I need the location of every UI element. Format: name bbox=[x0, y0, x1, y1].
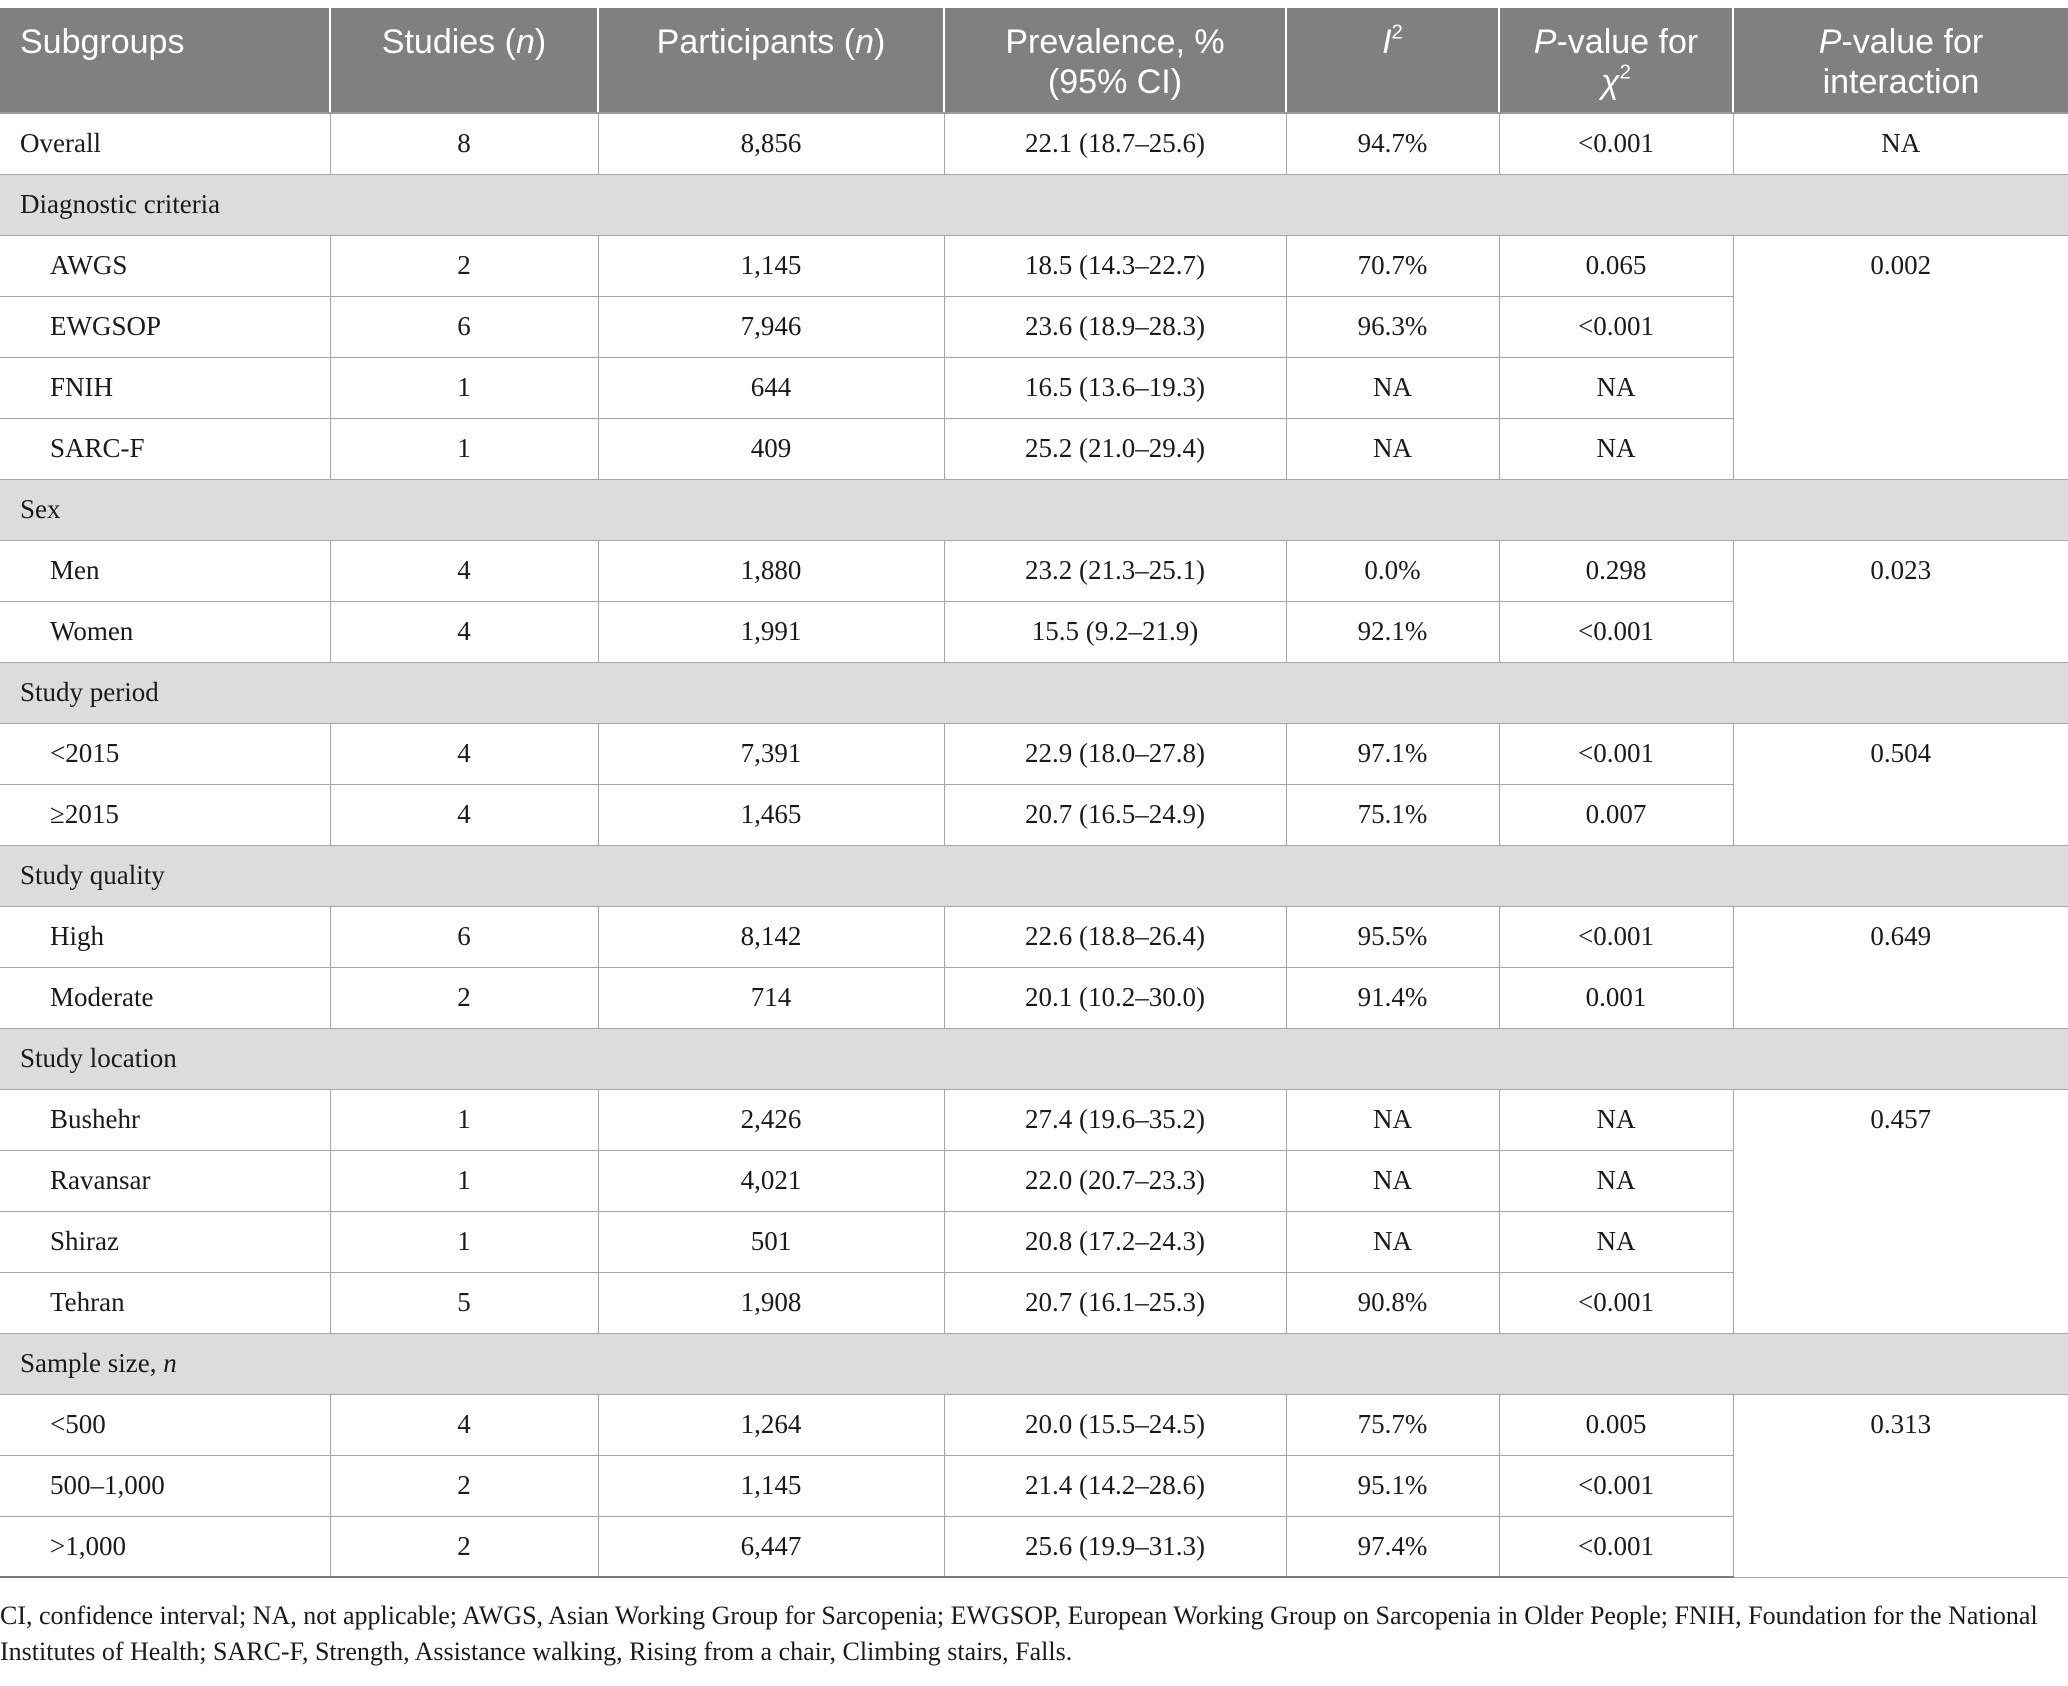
cell-label: Tehran bbox=[0, 1272, 330, 1333]
cell-label: EWGSOP bbox=[0, 296, 330, 357]
cell-label: Moderate bbox=[0, 967, 330, 1028]
cell-label: Ravansar bbox=[0, 1150, 330, 1211]
cell-p-chi: NA bbox=[1499, 418, 1733, 479]
cell-p-chi: 0.065 bbox=[1499, 235, 1733, 296]
cell-participants: 7,946 bbox=[598, 296, 944, 357]
header-participants-suffix: ) bbox=[874, 23, 886, 61]
cell-prevalence: 20.8 (17.2–24.3) bbox=[944, 1211, 1286, 1272]
group-title: Study period bbox=[0, 662, 2068, 723]
cell-p-chi: NA bbox=[1499, 1089, 1733, 1150]
cell-studies: 4 bbox=[330, 784, 598, 845]
header-pint-p: P bbox=[1818, 23, 1842, 61]
cell-p-interaction: 0.313 bbox=[1733, 1394, 2068, 1577]
header-pint-line2: interaction bbox=[1822, 63, 1980, 101]
header-prevalence-line2: (95% CI) bbox=[1047, 63, 1183, 101]
cell-p-chi: <0.001 bbox=[1499, 1516, 1733, 1577]
cell-p-chi: 0.001 bbox=[1499, 967, 1733, 1028]
cell-i2: NA bbox=[1286, 357, 1499, 418]
cell-p-chi: 0.298 bbox=[1499, 540, 1733, 601]
cell-prevalence: 21.4 (14.2–28.6) bbox=[944, 1455, 1286, 1516]
header-prevalence-line1: Prevalence, % bbox=[1005, 23, 1225, 61]
cell-i2: 96.3% bbox=[1286, 296, 1499, 357]
group-header-quality bbox=[0, 845, 2068, 906]
cell-i2: 90.8% bbox=[1286, 1272, 1499, 1333]
cell-participants: 1,991 bbox=[598, 601, 944, 662]
group-title: Diagnostic criteria bbox=[0, 174, 2068, 235]
group-title: Study location bbox=[0, 1028, 2068, 1089]
header-p-interaction bbox=[1733, 8, 2068, 113]
header-i2-letter: I bbox=[1382, 23, 1392, 61]
cell-prevalence: 15.5 (9.2–21.9) bbox=[944, 601, 1286, 662]
cell-participants: 1,908 bbox=[598, 1272, 944, 1333]
group-title bbox=[0, 1333, 2068, 1394]
cell-label: <500 bbox=[0, 1394, 330, 1455]
cell-studies: 1 bbox=[330, 418, 598, 479]
cell-studies: 4 bbox=[330, 1394, 598, 1455]
cell-label: FNIH bbox=[0, 357, 330, 418]
table-row bbox=[0, 906, 2068, 967]
cell-studies: 2 bbox=[330, 1516, 598, 1577]
cell-studies: 1 bbox=[330, 357, 598, 418]
cell-studies: 4 bbox=[330, 540, 598, 601]
cell-studies: 8 bbox=[330, 113, 598, 174]
cell-p-interaction: 0.002 bbox=[1733, 235, 2068, 479]
cell-participants: 1,145 bbox=[598, 1455, 944, 1516]
cell-p-chi: <0.001 bbox=[1499, 113, 1733, 174]
overall-row bbox=[0, 113, 2068, 174]
cell-label: 500–1,000 bbox=[0, 1455, 330, 1516]
header-i2-sup: 2 bbox=[1391, 21, 1403, 44]
cell-prevalence: 22.1 (18.7–25.6) bbox=[944, 113, 1286, 174]
cell-prevalence: 23.6 (18.9–28.3) bbox=[944, 296, 1286, 357]
header-studies-suffix: ) bbox=[534, 23, 547, 61]
group-header-sex bbox=[0, 479, 2068, 540]
cell-prevalence: 23.2 (21.3–25.1) bbox=[944, 540, 1286, 601]
header-pint-rest: -value for bbox=[1841, 23, 1984, 61]
cell-participants: 409 bbox=[598, 418, 944, 479]
cell-studies: 2 bbox=[330, 1455, 598, 1516]
cell-participants: 1,264 bbox=[598, 1394, 944, 1455]
group-title-prefix: Sample size, bbox=[20, 1348, 164, 1378]
header-i2 bbox=[1286, 8, 1499, 113]
cell-prevalence: 20.7 (16.5–24.9) bbox=[944, 784, 1286, 845]
cell-i2: 92.1% bbox=[1286, 601, 1499, 662]
cell-studies: 1 bbox=[330, 1150, 598, 1211]
header-pchi-p: P bbox=[1533, 23, 1557, 61]
cell-i2: 95.1% bbox=[1286, 1455, 1499, 1516]
cell-prevalence: 25.6 (19.9–31.3) bbox=[944, 1516, 1286, 1577]
cell-p-interaction: NA bbox=[1733, 113, 2068, 174]
header-participants-prefix: Participants ( bbox=[656, 23, 856, 61]
cell-i2: NA bbox=[1286, 1089, 1499, 1150]
cell-p-interaction: 0.457 bbox=[1733, 1089, 2068, 1333]
cell-prevalence: 22.6 (18.8–26.4) bbox=[944, 906, 1286, 967]
cell-p-chi: 0.007 bbox=[1499, 784, 1733, 845]
cell-i2: 75.1% bbox=[1286, 784, 1499, 845]
cell-label: <2015 bbox=[0, 723, 330, 784]
cell-p-chi: NA bbox=[1499, 357, 1733, 418]
header-studies-prefix: Studies ( bbox=[381, 23, 516, 61]
cell-studies: 4 bbox=[330, 601, 598, 662]
cell-p-interaction: 0.649 bbox=[1733, 906, 2068, 1028]
header-pchi-sup: 2 bbox=[1619, 61, 1631, 84]
cell-label: AWGS bbox=[0, 235, 330, 296]
cell-participants: 8,856 bbox=[598, 113, 944, 174]
header-subgroups bbox=[0, 8, 330, 113]
header-row bbox=[0, 8, 2068, 113]
cell-i2: 95.5% bbox=[1286, 906, 1499, 967]
table-row bbox=[0, 1394, 2068, 1455]
table-row bbox=[0, 235, 2068, 296]
cell-label: High bbox=[0, 906, 330, 967]
group-title-n: n bbox=[163, 1348, 177, 1378]
cell-prevalence: 25.2 (21.0–29.4) bbox=[944, 418, 1286, 479]
cell-studies: 6 bbox=[330, 906, 598, 967]
table-row bbox=[0, 723, 2068, 784]
header-p-chi bbox=[1499, 8, 1733, 113]
table-footnote: CI, confidence interval; NA, not applicable; AWGS, Asian Working Group for Sarcopenia; EWGSOP, European Working Group on Sarcopenia in Older People; FNIH, Foundation for the National Institutes of Health; SARC-F, Strength, Assistance walking, Rising from a chair, Climbing stairs, Falls. bbox=[0, 1601, 2038, 1666]
cell-studies: 2 bbox=[330, 967, 598, 1028]
cell-i2: NA bbox=[1286, 1150, 1499, 1211]
cell-prevalence: 20.0 (15.5–24.5) bbox=[944, 1394, 1286, 1455]
cell-label: Men bbox=[0, 540, 330, 601]
cell-p-chi: NA bbox=[1499, 1211, 1733, 1272]
cell-p-chi: <0.001 bbox=[1499, 906, 1733, 967]
cell-i2: 91.4% bbox=[1286, 967, 1499, 1028]
cell-prevalence: 20.1 (10.2–30.0) bbox=[944, 967, 1286, 1028]
cell-prevalence: 20.7 (16.1–25.3) bbox=[944, 1272, 1286, 1333]
cell-label: Shiraz bbox=[0, 1211, 330, 1272]
cell-p-chi: 0.005 bbox=[1499, 1394, 1733, 1455]
cell-studies: 1 bbox=[330, 1089, 598, 1150]
cell-label: Overall bbox=[0, 113, 330, 174]
header-participants bbox=[598, 8, 944, 113]
cell-studies: 4 bbox=[330, 723, 598, 784]
cell-p-chi: <0.001 bbox=[1499, 296, 1733, 357]
cell-participants: 644 bbox=[598, 357, 944, 418]
cell-label: Women bbox=[0, 601, 330, 662]
cell-prevalence: 18.5 (14.3–22.7) bbox=[944, 235, 1286, 296]
group-title: Study quality bbox=[0, 845, 2068, 906]
cell-i2: NA bbox=[1286, 418, 1499, 479]
cell-i2: 97.4% bbox=[1286, 1516, 1499, 1577]
header-participants-n: n bbox=[855, 23, 874, 61]
cell-participants: 1,145 bbox=[598, 235, 944, 296]
header-pchi-rest: -value for bbox=[1556, 23, 1699, 61]
cell-i2: 94.7% bbox=[1286, 113, 1499, 174]
cell-studies: 1 bbox=[330, 1211, 598, 1272]
cell-participants: 6,447 bbox=[598, 1516, 944, 1577]
cell-label: ≥2015 bbox=[0, 784, 330, 845]
cell-i2: 70.7% bbox=[1286, 235, 1499, 296]
cell-i2: 97.1% bbox=[1286, 723, 1499, 784]
table-row bbox=[0, 540, 2068, 601]
group-header-period bbox=[0, 662, 2068, 723]
cell-label: Bushehr bbox=[0, 1089, 330, 1150]
cell-p-chi: <0.001 bbox=[1499, 1455, 1733, 1516]
cell-p-interaction: 0.504 bbox=[1733, 723, 2068, 845]
header-studies-n: n bbox=[515, 23, 535, 61]
group-header-location bbox=[0, 1028, 2068, 1089]
cell-prevalence: 16.5 (13.6–19.3) bbox=[944, 357, 1286, 418]
cell-studies: 2 bbox=[330, 235, 598, 296]
cell-p-chi: <0.001 bbox=[1499, 1272, 1733, 1333]
group-header-diagnostic bbox=[0, 174, 2068, 235]
cell-prevalence: 27.4 (19.6–35.2) bbox=[944, 1089, 1286, 1150]
header-studies bbox=[330, 8, 598, 113]
table-row bbox=[0, 1089, 2068, 1150]
header-pchi-chi: χ bbox=[1601, 63, 1620, 101]
cell-participants: 1,880 bbox=[598, 540, 944, 601]
cell-studies: 6 bbox=[330, 296, 598, 357]
cell-participants: 714 bbox=[598, 967, 944, 1028]
cell-p-chi: NA bbox=[1499, 1150, 1733, 1211]
cell-i2: 75.7% bbox=[1286, 1394, 1499, 1455]
cell-participants: 4,021 bbox=[598, 1150, 944, 1211]
cell-i2: NA bbox=[1286, 1211, 1499, 1272]
cell-participants: 7,391 bbox=[598, 723, 944, 784]
group-header-sample bbox=[0, 1333, 2068, 1394]
header-subgroups-text: Subgroups bbox=[20, 23, 185, 61]
cell-label: SARC-F bbox=[0, 418, 330, 479]
group-title: Sex bbox=[0, 479, 2068, 540]
cell-label: >1,000 bbox=[0, 1516, 330, 1577]
header-prevalence bbox=[944, 8, 1286, 113]
cell-participants: 8,142 bbox=[598, 906, 944, 967]
cell-participants: 2,426 bbox=[598, 1089, 944, 1150]
cell-participants: 501 bbox=[598, 1211, 944, 1272]
cell-p-interaction: 0.023 bbox=[1733, 540, 2068, 662]
cell-studies: 5 bbox=[330, 1272, 598, 1333]
cell-participants: 1,465 bbox=[598, 784, 944, 845]
cell-prevalence: 22.9 (18.0–27.8) bbox=[944, 723, 1286, 784]
cell-i2: 0.0% bbox=[1286, 540, 1499, 601]
cell-p-chi: <0.001 bbox=[1499, 723, 1733, 784]
subgroup-prevalence-table bbox=[0, 8, 2068, 1578]
cell-prevalence: 22.0 (20.7–23.3) bbox=[944, 1150, 1286, 1211]
cell-p-chi: <0.001 bbox=[1499, 601, 1733, 662]
